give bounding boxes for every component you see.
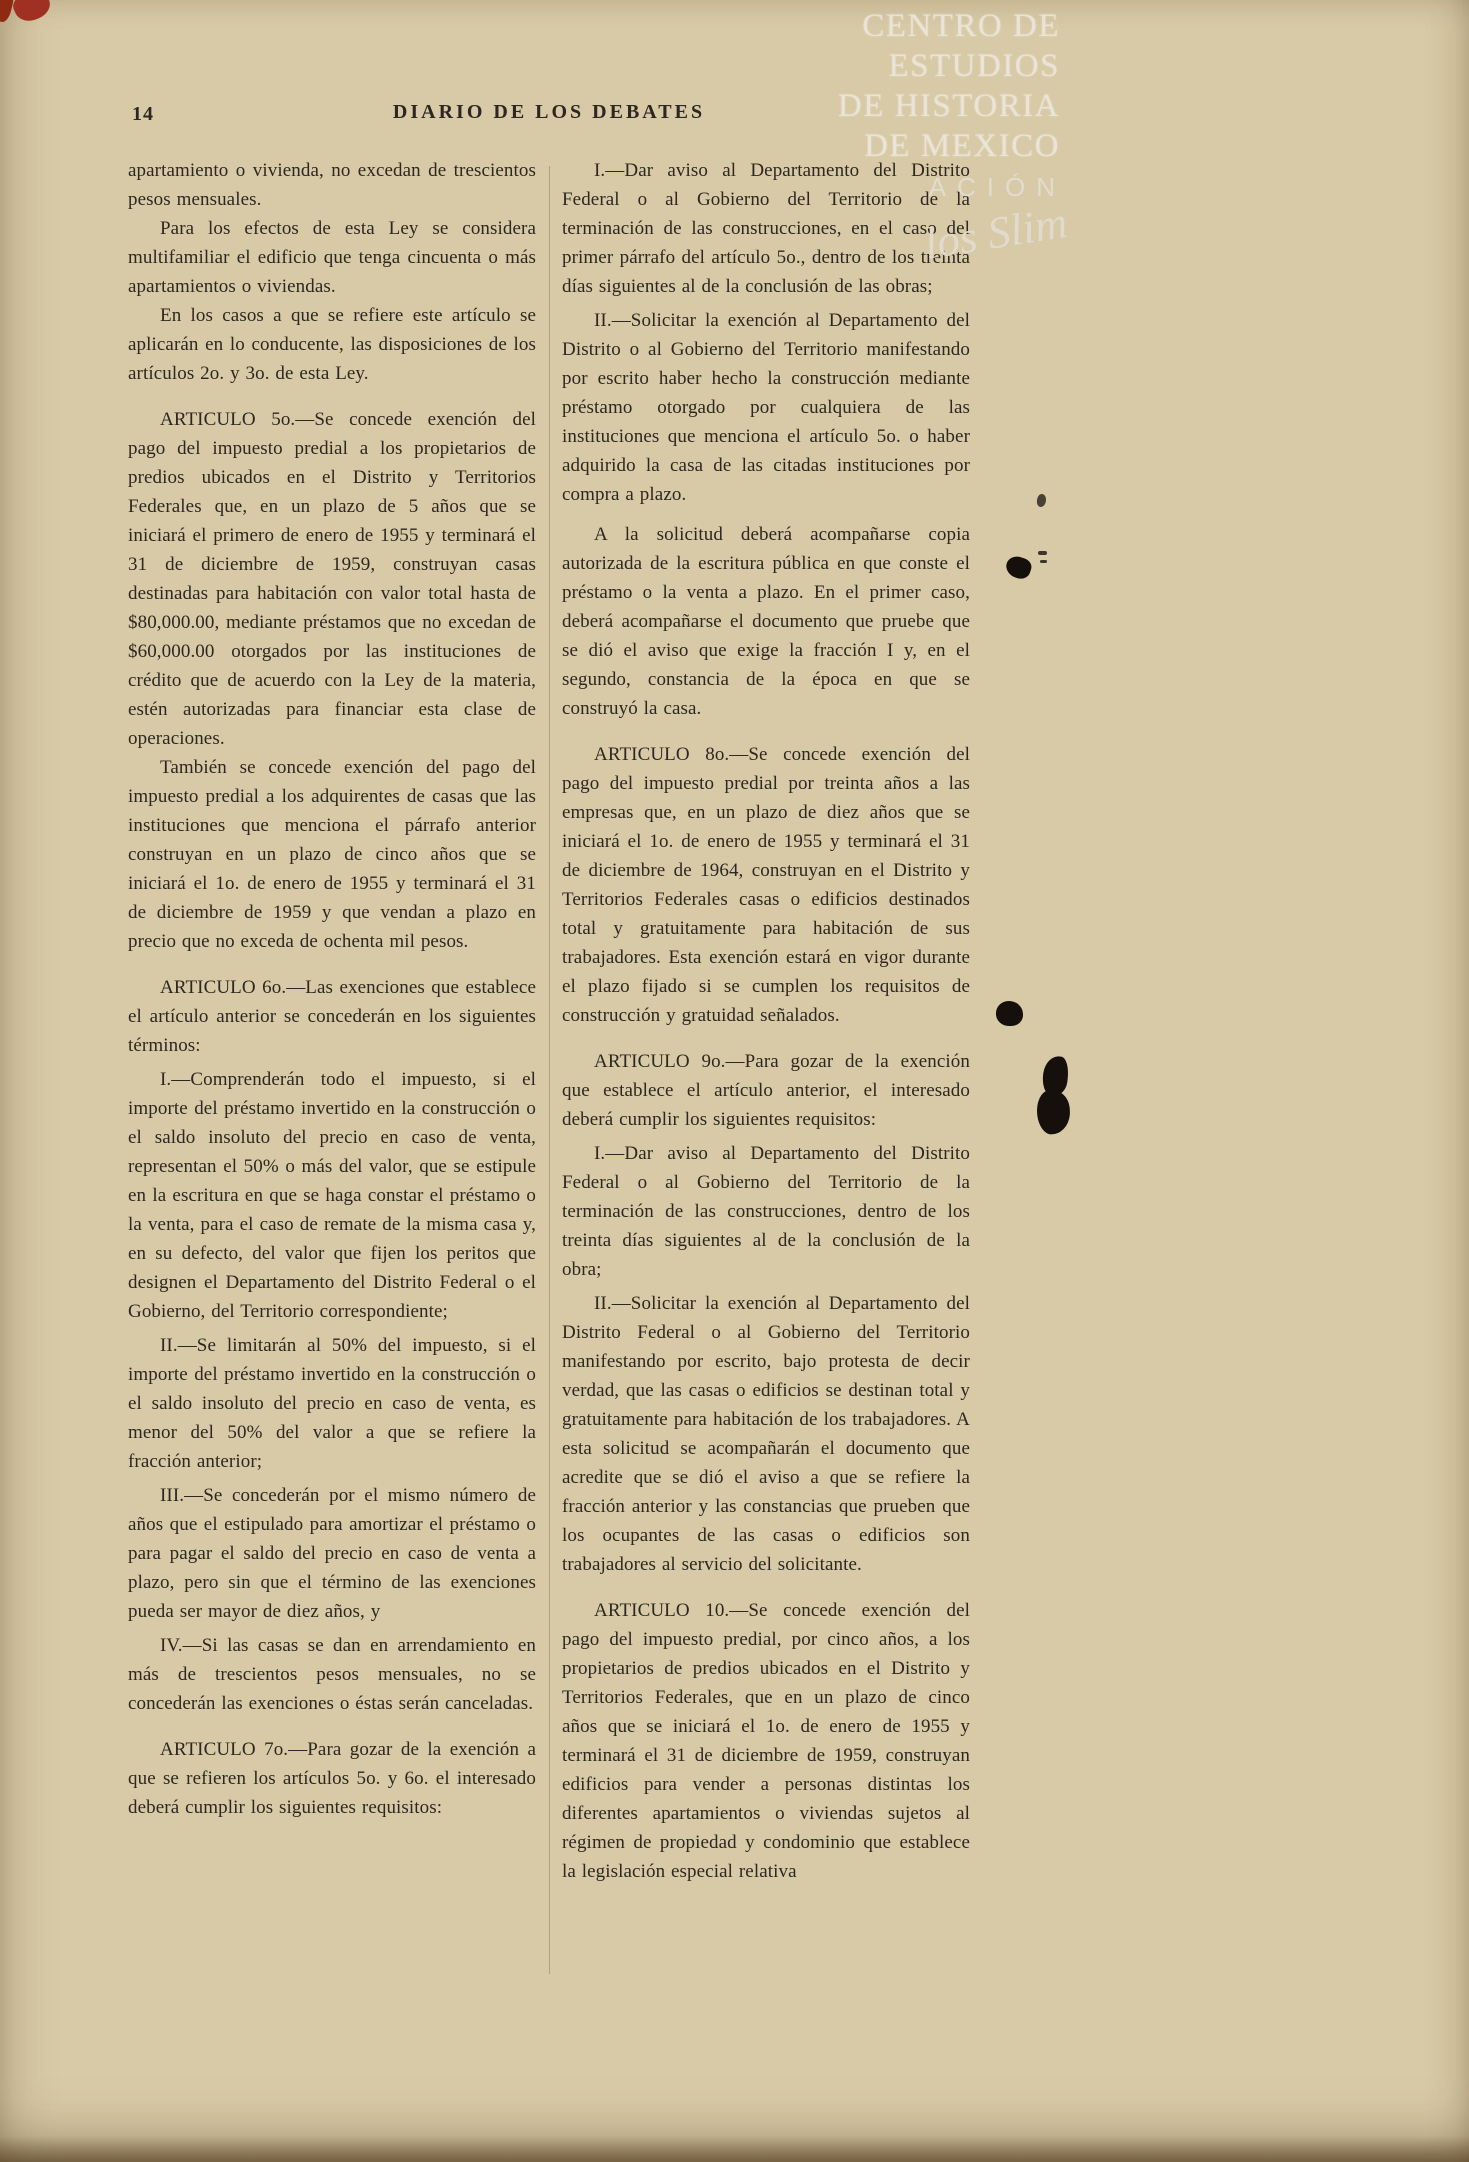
fraction-item: II.—Solicitar la exención al Departamento del Distrito Federal o al Gobierno del Territorio manifestando por escrito, bajo protesta de decir verdad, que las casas o edificios se destinan total y gratuitamente para habitación de los trabajadores. A esta solicitud se acompañarán el documento que acredite que se dió el aviso a que se refiere la fracción anterior y las constancias que prueben que los ocupantes de las casas o edificios son trabajadores al servicio del solicitante.	[562, 1293, 970, 1575]
paragraph: En los casos a que se refiere este artículo se aplicarán en lo conducente, las disposiciones de los artículos 2o. y 3o. de esta Ley.	[128, 305, 536, 384]
watermark-line: DE MEXICO	[864, 128, 1060, 164]
ink-stain	[1040, 560, 1047, 563]
page-header	[128, 101, 970, 131]
article-paragraph: ARTICULO 10.—Se concede exención del pago del impuesto predial, por cinco años, a los propietarios de predios ubicados en el Distrito y Territorios Federales, que en un plazo de cinco años que se iniciará el 1o. de enero de 1955 y terminará el 31 de diciembre de 1959, construyan edificios para vender a personas distintas los diferentes apartamientos o viviendas sujetos al régimen de propiedad y condominio que establece la legislación especial relativa	[562, 1600, 970, 1882]
page-edge-shadow	[0, 2136, 1469, 2162]
watermark-line: DE HISTORIA	[837, 88, 1060, 124]
fraction-item: IV.—Si las casas se dan en arrendamiento en más de trescientos pesos mensuales, no se concederán las exenciones o éstas serán canceladas.	[128, 1635, 536, 1714]
paragraph: Para los efectos de esta Ley se considera multifamiliar el edificio que tenga cincuenta o más apartamientos o viviendas.	[128, 218, 536, 297]
red-edge-mark	[10, 0, 54, 26]
article-paragraph: ARTICULO 8o.—Se concede exención del pago del impuesto predial por treinta años a las empresas que, en un plazo de diez años que se iniciará el 1o. de enero de 1955 y terminará el 31 de diciembre de 1964, construyan en el Distrito y Territorios Federales casas o edificios destinados total y gratuitamente para habitación de sus trabajadores. Esta exención estará en vigor durante el plazo fijado si se cumplen los requisitos de construcción y gratuidad señalados.	[562, 744, 970, 1026]
fraction-item: III.—Se concederán por el mismo número de años que el estipulado para amortizar el préstamo o para pagar el saldo del precio en caso de venta a plazo, pero sin que el término de las exenciones pueda ser mayor de diez años, y	[128, 1485, 536, 1622]
article-paragraph: ARTICULO 5o.—Se concede exención del pago del impuesto predial a los propietarios de predios ubicados en el Distrito y Territorios Federales que, en un plazo de 5 años que se iniciará el primero de enero de 1955 y terminará el 31 de diciembre de 1959, construyan casas destinadas para habitación con valor total hasta de $80,000.00, mediante préstamos que no excedan de $60,000.00 otorgados por las instituciones de crédito que de acuerdo con la Ley de la materia, estén autorizadas para financiar esta clase de operaciones.	[128, 409, 536, 749]
ink-stain	[1038, 551, 1047, 555]
fraction-item: I.—Dar aviso al Departamento del Distrito Federal o al Gobierno del Territorio de la terminación de las construcciones, en el caso del primer párrafo del artículo 5o., dentro de los treinta días siguientes al de la conclusión de las obras;	[562, 160, 970, 297]
fraction-item: I.—Dar aviso al Departamento del Distrito Federal o al Gobierno del Territorio de la terminación de las construcciones, dentro de los treinta días siguientes al de la conclusión de la obra;	[562, 1143, 970, 1280]
article-paragraph: ARTICULO 9o.—Para gozar de la exención que establece el artículo anterior, el interesado deberá cumplir los siguientes requisitos:	[562, 1051, 970, 1130]
handwritten-signature: los Slim	[920, 196, 1071, 269]
watermark-line: CENTRO DE	[862, 8, 1060, 44]
fraction-item: II.—Solicitar la exención al Departamento del Distrito o al Gobierno del Territorio manifestando por escrito haber hecho la construcción mediante préstamo otorgado por cualquiera de las instituciones que menciona el artículo 5o. o haber adquirido la casa de las citadas instituciones por compra a plazo.	[562, 310, 970, 505]
header-title: DIARIO DE LOS DEBATES	[392, 101, 706, 123]
fraction-item: II.—Se limitarán al 50% del impuesto, si el importe del préstamo invertido en la construcción o el saldo insoluto del precio en caso de venta, es menor del 50% del valor a que se refiere la fracción anterior;	[128, 1335, 536, 1472]
left-column	[128, 156, 536, 1886]
ink-stain	[1035, 1088, 1072, 1135]
page-number: 14	[132, 103, 154, 125]
paragraph: apartamiento o vivienda, no excedan de trescientos pesos mensuales.	[128, 160, 536, 210]
fraction-item: I.—Comprenderán todo el impuesto, si el importe del préstamo invertido en la construcción o el saldo insoluto del precio en caso de venta, representan el 50% o más del valor, que se estipule en la escritura en que se haga constar el préstamo o la venta, para el caso de remate de la misma casa y, en su defecto, del valor que fijen los peritos que designen el Departamento del Distrito Federal o el Gobierno, del Territorio correspondiente;	[128, 1069, 536, 1322]
article-paragraph: ARTICULO 7o.—Para gozar de la exención a que se refieren los artículos 5o. y 6o. el interesado deberá cumplir los siguientes requisitos:	[128, 1739, 536, 1818]
article-paragraph: ARTICULO 6o.—Las exenciones que establece el artículo anterior se concederán en los siguientes términos:	[128, 977, 536, 1056]
paragraph: A la solicitud deberá acompañarse copia autorizada de la escritura pública en que conste el préstamo o la venta a plazo. En el primer caso, deberá acompañarse el documento que pruebe que se dió el aviso que exige la fracción I y, en el segundo, constancia de la época en que se construyó la casa.	[562, 524, 970, 719]
ink-stain	[1003, 554, 1033, 582]
foundation-stamp-partial: ACIÓN	[928, 172, 1066, 202]
ink-stain	[1036, 493, 1048, 508]
watermark-line: ESTUDIOS	[888, 48, 1060, 84]
ink-stain	[996, 1001, 1023, 1026]
library-watermark	[818, 6, 1060, 166]
right-column	[562, 156, 970, 1886]
paragraph: También se concede exención del pago del impuesto predial a los adquirentes de casas que las instituciones que menciona el párrafo anterior construyan en un plazo de cinco años que se iniciará el 1o. de enero de 1955 y terminará el 31 de diciembre de 1959 y que vendan a plazo en precio que no exceda de ochenta mil pesos.	[128, 757, 536, 952]
page-content	[128, 156, 970, 1886]
